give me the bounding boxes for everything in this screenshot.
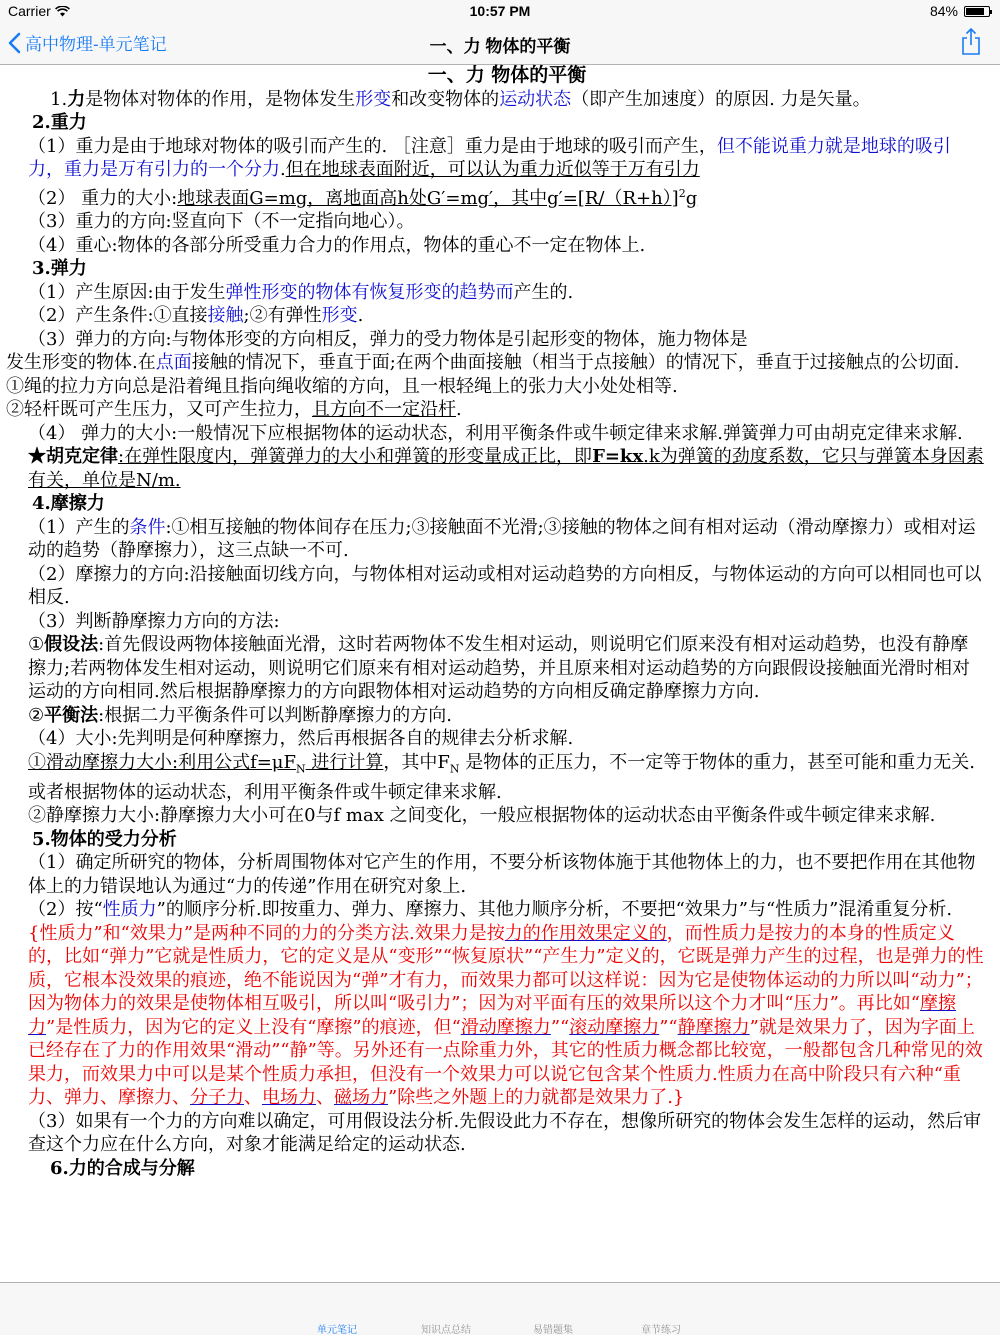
carrier-label: Carrier xyxy=(8,3,51,19)
para-elastic-1: （1）产生原因:由于发生弹性形变的物体有恢复形变的趋势而产生的. xyxy=(28,281,574,303)
tab-knowledge-summary[interactable]: 知识点总结 xyxy=(421,1325,471,1336)
para-gravity-2: （2） 重力的大小:地球表面G=mg，离地面高h处G′=mg′，其中$g'=[R/(R+h)]^2g$ xyxy=(28,186,698,209)
share-icon xyxy=(960,28,982,56)
para-elastic-rod: ②轻杆既可产生压力，又可产生拉力，且方向不一定沿杆. xyxy=(6,399,462,420)
section-elastic-force: 3.弹力 xyxy=(32,258,87,279)
status-time: 10:57 PM xyxy=(469,3,531,19)
para-elastic-rope: ①绳的拉力方向总是沿着绳且指向绳收缩的方向，且一根轻绳上的张力大小处处相等. xyxy=(6,375,678,397)
share-button[interactable] xyxy=(960,28,982,61)
doc-heading: 一、力 物体的平衡 xyxy=(427,64,587,86)
section-gravity: 2.重力 xyxy=(32,112,87,133)
para-friction-2: （2）摩擦力的方向:沿接触面切线方向，与物体相对运动或相对运动趋势的方向相反，与物体运动的方向可以相同也可以相反. xyxy=(28,563,982,608)
para-friction-4: （4）大小:先判明是何种摩擦力，然后再根据各自的规律去分析求解. xyxy=(28,728,574,749)
tab-bar xyxy=(0,1282,1000,1335)
para-sliding-friction: ①滑动摩擦力大小:利用公式$f=\mu F_N$ 进行计算，其中$F_N$ 是物体的正压力，不一定等于物体的重力，甚至可能和重力无关.或者根据物体的运动状态，利用平衡条件或牛顿定律来求解. xyxy=(28,751,975,803)
note-content[interactable] xyxy=(0,64,1000,1282)
para-analysis-3: （3）如果有一个力的方向难以确定，可用假设法分析.先假设此力不存在，想像所研究的物体会发生怎样的运动，然后审查这个力应在什么方向，对象才能满足给定的运动状态. xyxy=(28,1110,982,1156)
para-friction-1: （1）产生的条件:①相互接触的物体间存在压力;③接触面不光滑;③接触的物体之间有相对运动（滑动摩擦力）或相对运动的趋势（静摩擦力），这三点缺一不可. xyxy=(28,516,976,561)
para-gravity-3: （3）重力的方向:竖直向下（不一定指向地心）。 xyxy=(28,211,415,232)
para-force-definition: 1.力是物体对物体的作用，是物体发生形变和改变物体的运动状态（即产生加速度）的原因. 力是矢量。 xyxy=(50,88,871,110)
para-gravity-4: （4）重心:物体的各部分所受重力合力的作用点，物体的重心不一定在物体上. xyxy=(28,234,646,256)
para-elastic-3b: 发生形变的物体.在点面接触的情况下，垂直于面;在两个曲面接触（相当于点接触）的情况下，垂直于过接触点的公切面. xyxy=(6,352,960,373)
tab-chapter-exercises[interactable]: 章节练习 xyxy=(641,1325,681,1336)
para-assumption-method: ①假设法:首先假设两物体接触面光滑，这时若两物体不发生相对运动，则说明它们原来没有相对运动趋势，也没有静摩擦力;若两物体发生相对运动，则说明它们原来有相对运动趋势，并且原来相对运动趋势的方向跟假设接触面光滑时相对运动的方向相同.然后根据静摩擦力的方向跟物体相对运动趋势的方向相反确定静摩擦力方向. xyxy=(28,634,971,702)
para-analysis-1: （1）确定所研究的物体，分析周围物体对它产生的作用，不要分析该物体施于其他物体上的力，也不要把作用在其他物体上的力错误地认为通过“力的传递”作用在研究对象上. xyxy=(28,852,976,897)
para-elastic-4: （4） 弹力的大小:一般情况下应根据物体的运动状态，利用平衡条件或牛顿定律来求解.弹簧弹力可由胡克定律来求解. xyxy=(28,422,963,444)
note-document xyxy=(0,64,1000,1180)
para-gravity-1: （1）重力是由于地球对物体的吸引而产生的. ［注意］重力是由于地球的吸引而产生，但不能说重力就是地球的吸引力，重力是万有引力的一个分力.但在地球表面附近，可以认为重力近似等于万有引力 xyxy=(28,135,951,180)
para-friction-3: （3）判断静摩擦力方向的方法: xyxy=(28,610,280,632)
page-title: 一、力 物体的平衡 xyxy=(429,37,571,56)
battery-percent: 84% xyxy=(929,3,958,19)
section-force-analysis: 5.物体的受力分析 xyxy=(32,828,177,850)
section-composition: 6.力的合成与分解 xyxy=(50,1157,195,1179)
tab-unit-notes[interactable]: 单元笔记 xyxy=(317,1325,357,1336)
status-bar xyxy=(0,0,1000,22)
para-static-friction: ②静摩擦力大小:静摩擦力大小可在0与f max 之间变化，一般应根据物体的运动状态由平衡条件或牛顿定律来求解. xyxy=(28,805,936,827)
battery-icon xyxy=(964,6,990,17)
para-balance-method: ②平衡法:根据二力平衡条件可以判断静摩擦力的方向. xyxy=(28,704,452,726)
status-right xyxy=(930,3,990,19)
para-elastic-3: （3）弹力的方向:与物体形变的方向相反，弹力的受力物体是引起形变的物体，施力物体是 xyxy=(28,328,748,350)
navigation-bar xyxy=(0,22,1000,65)
para-hooke-law: ★胡克定律:在弹性限度内，弹簧弹力的大小和弹簧的形变量成正比，即F=kx.k为弹簧的劲度系数，它只与弹簧本身因素有关，单位是N/m. xyxy=(28,446,984,491)
back-button-label: 高中物理-单元笔记 xyxy=(25,35,167,54)
para-analysis-2: （2）按“性质力”的顺序分析.即按重力、弹力、摩擦力、其他力顺序分析，不要把“效果力”与“性质力”混淆重复分析. {性质力”和“效果力”是两种不同的力的分类方法.效果力是按力的作用效果定义的，而性质力是按力的本身的性质定义的，比如“弹力”它就是性质力，它的定义是从“变形”“恢复原状”“产生力”定义的，它既是弹力产生的过程，也是弹力的性质，它根本没效果的痕迹，绝不能说因为“弹”才有力，而效果力都可以这样说：因为它是使物体运动的力所以叫“动力”；因为物体力的效果是使物体相互吸引，所以叫“吸引力”；因为对平面有压的效果所以这个力才叫“压力”。再比如“摩擦力”是性质力，因为它的定义上没有“摩擦”的痕迹，但“滑动摩擦力”“滚动摩擦力”“静摩擦力”就是效果力了，因为字面上已经存在了力的作用效果“滑动”“静”等。另外还有一点除重力外，其它的性质力概念都比较宽，一般都包含几种常见的效果力，而效果力中可以是某个性质力承担，但没有一个效果力可以说它包含某个性质力.性质力在高中阶段只有六种“重力、弹力、摩擦力、分子力、电场力、磁场力”除些之外题上的力就都是效果力了.} xyxy=(28,899,984,1109)
section-friction: 4.摩擦力 xyxy=(32,493,105,514)
tab-error-questions[interactable]: 易错题集 xyxy=(533,1325,573,1336)
para-elastic-2: （2）产生条件:①直接接触;②有弹性形变. xyxy=(28,305,364,326)
